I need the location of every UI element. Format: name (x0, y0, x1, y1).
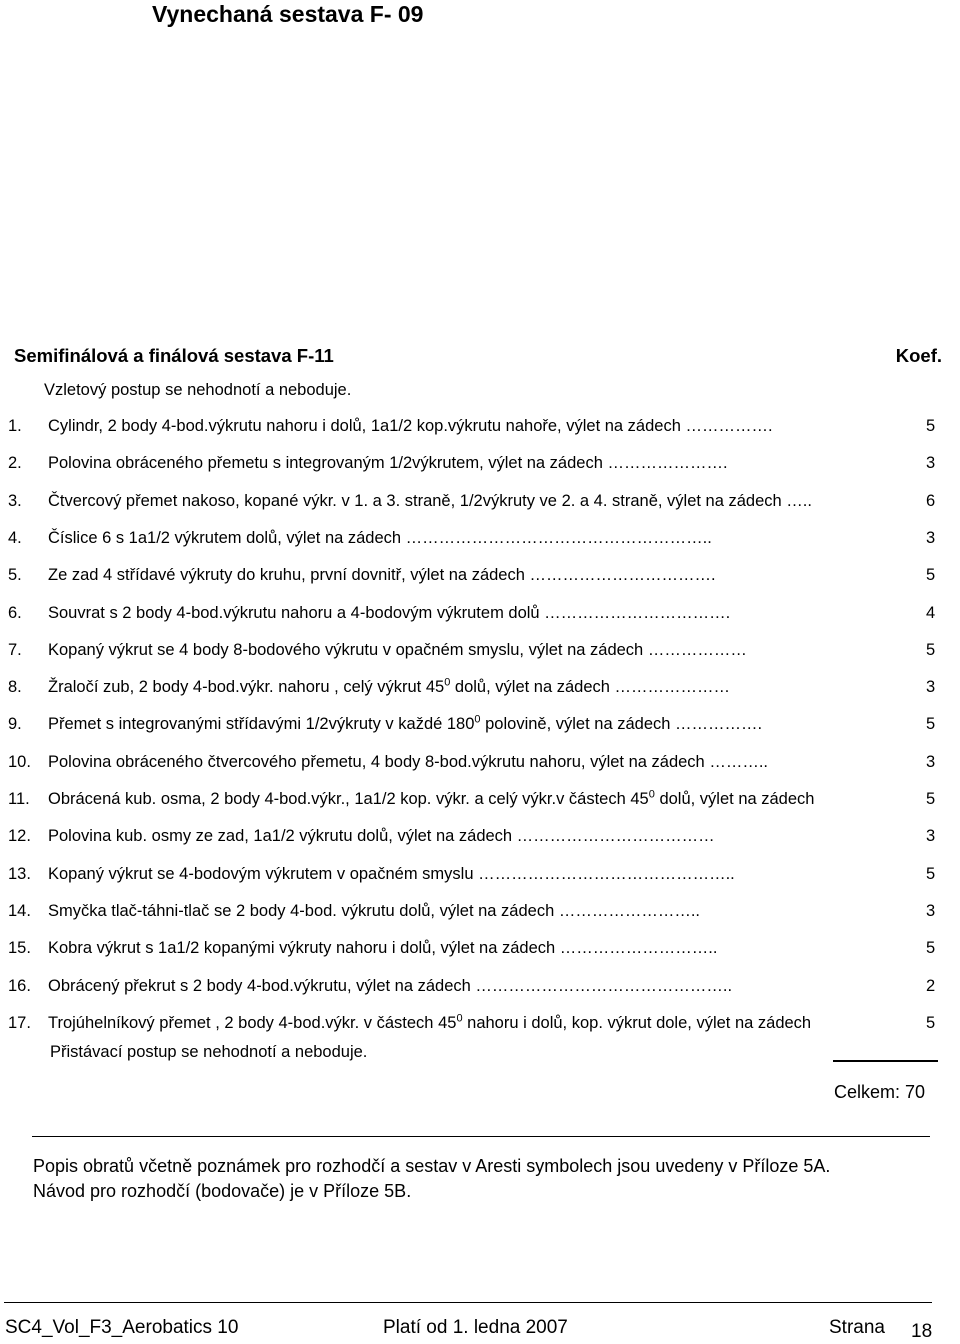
footer-page-label: Strana (829, 1317, 885, 1338)
maneuver-row (0, 452, 960, 474)
maneuver-coefficient: 3 (926, 454, 936, 473)
maneuver-number: 16. (8, 976, 31, 995)
maneuver-text: Ze zad 4 střídavé výkruty do kruhu, první dovnitř, výlet na zádech ……………………………. (48, 566, 716, 585)
section-divider (32, 1136, 930, 1137)
maneuver-row (0, 900, 960, 922)
footer-document-id: SC4_Vol_F3_Aerobatics 10 (5, 1317, 239, 1338)
maneuver-row (0, 788, 960, 810)
maneuver-text: Kobra výkrut s 1a1/2 kopanými výkruty nahoru i dolů, výlet na zádech ……………………….. (48, 939, 718, 958)
maneuver-number: 8. (8, 678, 22, 697)
maneuver-row (0, 602, 960, 624)
maneuver-coefficient: 3 (926, 678, 936, 697)
maneuver-description (48, 602, 730, 624)
maneuver-text: Polovina obráceného čtvercového přemetu, 4 body 8-bod.výkrutu nahoru, výlet na zádech ……….. (48, 752, 768, 771)
maneuver-coefficient: 5 (926, 566, 936, 585)
maneuver-description (48, 452, 728, 474)
maneuver-number: 14. (8, 901, 31, 920)
maneuver-coefficient: 5 (926, 864, 936, 883)
maneuver-row (0, 564, 960, 586)
maneuver-number: 13. (8, 864, 31, 883)
maneuver-row (0, 863, 960, 885)
maneuver-coefficient: 5 (926, 939, 936, 958)
maneuver-row (0, 676, 960, 698)
maneuver-number: 3. (8, 491, 22, 510)
maneuver-number: 11. (8, 790, 30, 808)
footer-divider (4, 1302, 932, 1303)
maneuver-description (48, 639, 747, 661)
maneuver-description (48, 713, 762, 735)
degree-superscript: 0 (456, 1012, 463, 1025)
maneuver-text: Obrácená kub. osma, 2 body 4-bod.výkr., 1a1/2 kop. výkr. a celý výkr.v částech 45 (48, 790, 649, 808)
maneuver-row (0, 490, 960, 512)
maneuver-row (0, 527, 960, 549)
degree-superscript: 0 (444, 676, 451, 689)
info-line-annex-5a: Popis obratů včetně poznámek pro rozhodčí a sestav v Aresti symbolech jsou uvedeny v Příloze 5A. (33, 1156, 831, 1176)
maneuver-number: 1. (8, 417, 22, 435)
maneuver-number: 6. (8, 603, 22, 622)
maneuver-number: 9. (8, 715, 22, 734)
maneuver-text-continued: polovině, výlet na zádech ……………. (480, 715, 763, 734)
degree-superscript: 0 (648, 788, 655, 801)
maneuver-description (48, 527, 712, 549)
page-title: Vynechaná sestava F- 09 (152, 1, 424, 27)
maneuver-text: Souvrat s 2 body 4-bod.výkrutu nahoru a 4-bodovým výkrutem dolů ……………………………. (48, 603, 731, 622)
maneuver-description (48, 415, 773, 437)
maneuver-text: Kopaný výkrut se 4-bodovým výkrutem v opačném smyslu ……………………………………….. (48, 864, 735, 883)
maneuver-description (48, 490, 812, 512)
maneuver-text: Číslice 6 s 1a1/2 výkrutem dolů, výlet na zádech ……………………………………………….. (48, 528, 712, 547)
maneuver-number: 15. (8, 939, 31, 958)
total-coefficient: Celkem: 70 (834, 1082, 926, 1102)
maneuver-text-continued: nahoru i dolů, kop. výkrut dole, výlet na zádech (462, 1013, 812, 1032)
section-title: Semifinálová a finálová sestava F-11 (14, 345, 334, 366)
maneuver-coefficient: 3 (926, 528, 936, 547)
footer-valid-from: Platí od 1. ledna 2007 (383, 1317, 568, 1338)
maneuver-coefficient: 3 (926, 827, 936, 846)
maneuver-coefficient: 5 (926, 640, 936, 659)
maneuver-coefficient: 5 (926, 790, 936, 808)
maneuver-coefficient: 3 (926, 752, 936, 771)
maneuver-description (48, 863, 735, 885)
maneuver-number: 4. (8, 528, 22, 547)
maneuver-row (0, 825, 960, 847)
maneuver-text: Polovina kub. osmy ze zad, 1a1/2 výkrutu dolů, výlet na zádech ……………………………… (48, 827, 715, 846)
maneuver-text: Cylindr, 2 body 4-bod.výkrutu nahoru i dolů, 1a1/2 kop.výkrutu nahoře, výlet na zádech ……………. (48, 417, 773, 435)
maneuver-text-continued: dolů, výlet na zádech (654, 790, 815, 808)
maneuver-text: Žraločí zub, 2 body 4-bod.výkr. nahoru , celý výkrut 45 (48, 678, 445, 697)
total-underline (833, 1060, 938, 1062)
maneuver-description (48, 676, 730, 698)
maneuver-description (48, 564, 716, 586)
maneuver-description (48, 900, 700, 922)
footer-page-number: 18 (911, 1321, 933, 1342)
maneuver-text-continued: dolů, výlet na zádech ………………… (450, 678, 731, 697)
maneuver-row (0, 415, 960, 437)
coefficient-header: Koef. (895, 345, 942, 366)
maneuver-text: Obrácený překrut s 2 body 4-bod.výkrutu, výlet na zádech ……………………………………….. (48, 976, 733, 995)
maneuver-row (0, 639, 960, 661)
maneuver-row (0, 713, 960, 735)
maneuver-description (48, 788, 814, 810)
maneuver-coefficient: 2 (926, 976, 936, 995)
maneuver-text: Čtvercový přemet nakoso, kopané výkr. v 1. a 3. straně, 1/2výkruty ve 2. a 4. straně, výlet na zádech ….. (48, 491, 812, 510)
maneuver-row (0, 751, 960, 773)
landing-note: Přistávací postup se nehodnotí a neboduje. (50, 1043, 368, 1061)
maneuver-number: 12. (8, 827, 31, 846)
maneuver-row (0, 1012, 960, 1034)
maneuver-number: 17. (8, 1013, 31, 1032)
maneuver-text: Kopaný výkrut se 4 body 8-bodového výkrutu v opačném smyslu, výlet na zádech ……………… (48, 640, 747, 659)
maneuver-coefficient: 4 (926, 603, 936, 622)
maneuver-row (0, 975, 960, 997)
maneuver-description (48, 825, 715, 847)
maneuver-description (48, 1012, 811, 1034)
maneuver-coefficient: 6 (926, 491, 936, 510)
maneuver-coefficient: 5 (926, 715, 936, 734)
maneuver-number: 7. (8, 640, 22, 659)
info-line-annex-5b: Návod pro rozhodčí (bodovače) je v Příloze 5B. (33, 1181, 412, 1201)
maneuver-description (48, 751, 768, 773)
maneuver-number: 5. (8, 566, 22, 585)
maneuver-text: Trojúhelníkový přemet , 2 body 4-bod.výkr. v částech 45 (48, 1013, 457, 1032)
maneuver-number: 2. (8, 454, 22, 473)
maneuver-description (48, 975, 732, 997)
maneuver-coefficient: 5 (926, 1013, 936, 1032)
maneuver-text: Polovina obráceného přemetu s integrovaným 1/2výkrutem, výlet na zádech …………………. (48, 454, 728, 473)
maneuver-coefficient: 5 (926, 417, 936, 435)
maneuver-text: Přemet s integrovanými střídavými 1/2výkruty v každé 180 (48, 715, 475, 734)
maneuver-number: 10. (8, 752, 31, 771)
degree-superscript: 0 (474, 713, 481, 726)
maneuver-description (48, 937, 717, 959)
maneuver-text: Smyčka tlač-táhni-tlač se 2 body 4-bod. výkrutu dolů, výlet na zádech …………………….. (48, 901, 701, 920)
maneuver-coefficient: 3 (926, 901, 936, 920)
maneuver-row (0, 937, 960, 959)
takeoff-note: Vzletový postup se nehodnotí a neboduje. (44, 381, 352, 399)
